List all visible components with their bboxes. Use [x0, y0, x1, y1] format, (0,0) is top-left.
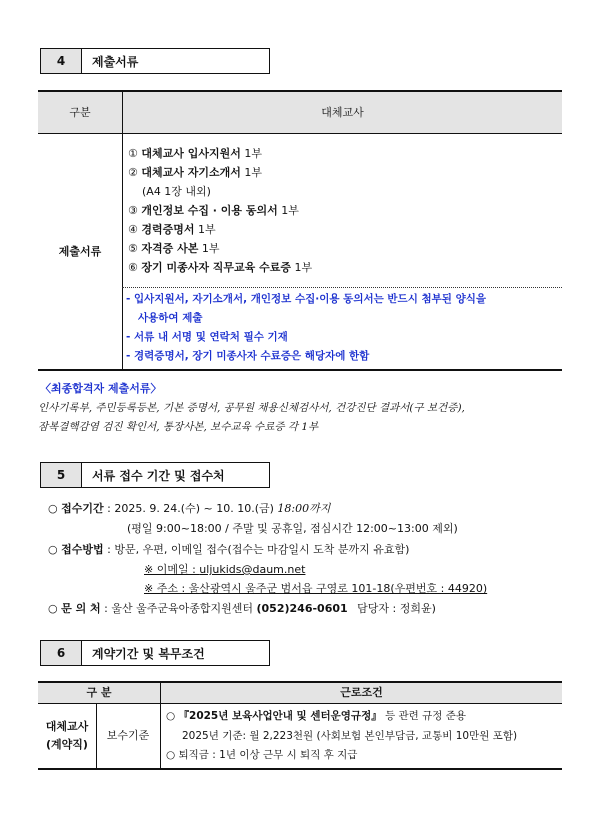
period-row	[48, 500, 330, 517]
final-documents-title: 〈최종합격자 제출서류〉	[40, 382, 162, 395]
section-5-number: 5	[41, 463, 82, 487]
section-5-title: 서류 접수 기간 및 접수처	[92, 468, 225, 483]
condition-line: 2025년 기준: 월 2,223천원 (사회보험 본인부담금, 교통비 10만원 포함)	[182, 730, 518, 742]
table-header-conditions: 근로조건	[340, 686, 383, 699]
note-line: - 입사지원서, 자기소개서, 개인정보 수집·이용 동의서는 반드시 첨부된 양식을	[126, 293, 487, 305]
period-label: 접수기간	[61, 502, 104, 515]
condition-line: ○ 퇴직금 : 1년 이상 근무 시 퇴직 후 지급	[166, 749, 358, 761]
address-row: ※ 주소 : 울산광역시 울주군 범서읍 구영로 101-18(우편번호 : 44920)	[144, 582, 488, 595]
section-6-number: 6	[41, 641, 82, 665]
final-documents-line: 인사기록부, 주민등록등본, 기본 증명서, 공무원 채용신체검사서, 건강진단 결과서(구 보건증),	[38, 402, 465, 414]
table-header-substitute-teacher: 대체교사	[321, 106, 364, 119]
email-link[interactable]: uljukids@daum.net	[199, 563, 306, 576]
list-item: ⑥ 장기 미종사자 직무교육 수료증 1부	[128, 261, 313, 274]
note-line: - 서류 내 서명 및 연락처 필수 기재	[126, 331, 288, 343]
list-item: ③ 개인정보 수집 · 이용 동의서 1부	[128, 204, 299, 217]
circle-bullet-icon: ○	[166, 710, 176, 722]
method-row	[48, 541, 409, 558]
row-label-contract: (계약직)	[46, 738, 88, 751]
circle-bullet-icon: ○	[48, 543, 58, 556]
contact-phone: (052)246-0601	[256, 602, 348, 615]
period-value: : 2025. 9. 24.(수) ~ 10. 10.(금)	[107, 502, 274, 515]
list-item: ① 대체교사 입사지원서 1부	[128, 147, 262, 160]
contact-label: 문 의 처	[61, 602, 101, 615]
row-label-documents: 제출서류	[58, 245, 102, 258]
section-5-heading	[40, 462, 270, 488]
contact-row	[48, 600, 436, 617]
contact-person: 담당자 : 정희윤)	[357, 602, 436, 615]
section-6-title: 계약기간 및 복무조건	[92, 646, 205, 661]
final-documents-line: 잠복결핵감염 검진 확인서, 통장사본, 보수교육 수료증 각 1부	[38, 421, 319, 433]
list-item: ④ 경력증명서 1부	[128, 223, 216, 236]
email-row: ※ 이메일 : uljukids@daum.net	[144, 563, 306, 576]
period-until: 18:00까지	[277, 502, 331, 515]
section-4-number: 4	[41, 49, 82, 73]
section-6-heading	[40, 640, 270, 666]
circle-bullet-icon: ○	[48, 502, 58, 515]
list-item: ⑤ 자격증 사본 1부	[128, 242, 220, 255]
period-note: (평일 9:00~18:00 / 주말 및 공휴일, 점심시간 12:00~13:00 제외)	[127, 522, 458, 535]
row-label-substitute-teacher: 대체교사	[45, 720, 89, 733]
sub-label-pay: 보수기준	[106, 729, 150, 742]
circle-bullet-icon: ○	[166, 749, 176, 761]
circle-bullet-icon: ○	[48, 602, 58, 615]
section-4-heading	[40, 48, 270, 74]
note-line: 사용하여 제출	[138, 312, 203, 324]
note-line: - 경력증명서, 장기 미종사자 수료증은 해당자에 한함	[126, 350, 370, 362]
list-item: ② 대체교사 자기소개서 1부	[128, 166, 262, 179]
section-4-title: 제출서류	[92, 54, 139, 69]
contact-center: : 울산 울주군육아종합지원센터	[104, 602, 253, 615]
list-item: (A4 1장 내외)	[142, 185, 211, 198]
condition-line: ○ 『2025년 보육사업안내 및 센터운영규정』 등 관련 규정 준용	[166, 710, 467, 722]
table-header-category: 구 분	[86, 686, 112, 699]
table-header-category: 구분	[69, 106, 91, 119]
method-value: : 방문, 우편, 이메일 접수(접수는 마감일시 도착 분까지 유효함)	[107, 543, 410, 556]
method-label: 접수방법	[61, 543, 104, 556]
